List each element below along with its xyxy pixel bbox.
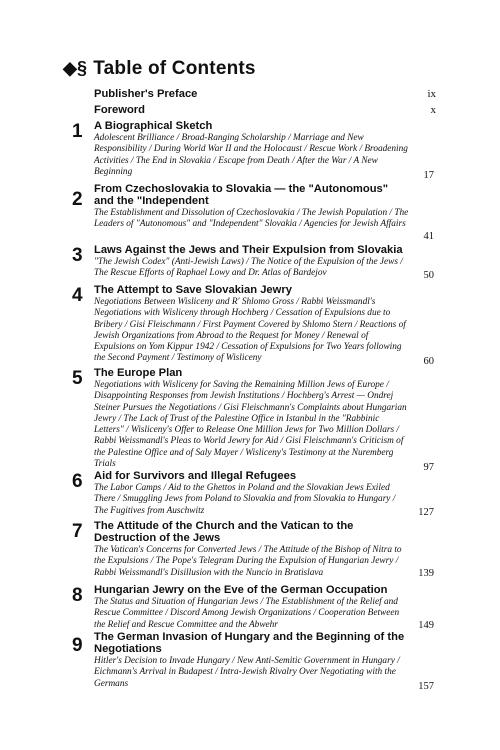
chapter-number: 3 [72,245,83,266]
page-title-text: Table of Contents [93,58,256,79]
chapter-title: The German Invasion of Hungary and the Beginning of the Negotiations [94,631,405,655]
front-matter-page: x [430,104,436,116]
section-ornament-icon: ◆§ [63,58,88,78]
chapter-page: 41 [423,231,434,242]
chapter-number: 9 [72,635,83,656]
front-matter-label: Publisher's Preface [94,88,198,100]
chapter-page: 127 [418,507,434,518]
chapter-title: The Attempt to Save Slovakian Jewry [94,284,292,296]
chapter-subtopics: Adolescent Brilliance / Broad-Ranging Scholarship / Marriage and New Responsibility / During World War II and the Holocaust / Rescue Work / Broadening Activities / The End in Slovakia / Escape from Death / After the War / A New Beginning [94,133,408,177]
chapter-title: A Biographical Sketch [94,120,213,132]
chapter-number: 7 [72,521,83,542]
front-matter-page: ix [427,88,436,100]
chapter-title: Laws Against the Jews and Their Expulsion from Slovakia [94,244,403,256]
chapter-entry[interactable] [72,244,446,280]
chapter-subtopics: The Vatican's Concerns for Converted Jews / The Attitude of the Bishop of Nitra to the Expulsions / The Pope's Telegram During the Expulsion of Hungarian Jewry / Rabbi Weissmandl's Disillusion with the Nuncio in Bratislava [94,545,402,578]
chapter-number: 4 [72,285,83,306]
front-matter-foreword[interactable] [94,104,434,116]
chapter-page: 50 [423,270,434,281]
chapter-subtopics: The Status and Situation of Hungarian Jews / The Establishment of the Relief and Rescue Committee / Discord Among Jewish Organizations / Cooperation Between the Relief and Rescue Committee and the Abwehr [94,597,400,630]
chapter-number: 5 [72,368,83,389]
chapter-number: 8 [72,585,83,606]
chapter-page: 60 [423,356,434,367]
chapter-subtopics: "The Jewish Codex" (Anti-Jewish Laws) / The Notice of the Expulsion of the Jews / The Rescue Efforts of Raphael Lowy and Dr. Atlas of Bardejov [94,257,403,279]
chapter-number: 2 [72,189,83,210]
chapter-subtopics: Hitler's Decision to Invade Hungary / New Anti-Semitic Government in Hungary / Eichmann's Arrival in Budapest / Intra-Jewish Rivalry Over Negotiating with the Germans [94,656,400,689]
chapter-number: 1 [72,121,83,142]
chapter-page: 97 [423,462,434,473]
chapter-subtopics: The Establishment and Dissolution of Czechoslovakia / The Jewish Population / The Leaders of "Autonomous" and "Independent" Slovakia / Agencies for Jewish Affairs [94,208,409,230]
chapter-title: The Attitude of the Church and the Vatican to the Destruction of the Jews [94,520,354,544]
chapter-entry[interactable] [72,183,446,241]
chapter-subtopics: The Labor Camps / Aid to the Ghettos in Poland and the Slovakian Jews Exiled There / Smuggling Jews from Poland to Slovakia and from Slovakia to Hungary / The Fugitives from Auschwitz [94,483,396,516]
chapter-page: 17 [423,170,434,181]
chapter-title: Hungarian Jewry on the Eve of the German Occupation [94,584,388,596]
chapter-title: Aid for Survivors and Illegal Refugees [94,470,297,482]
chapter-entry[interactable] [72,367,446,472]
front-matter-preface[interactable] [94,88,434,100]
chapter-page: 157 [418,681,434,692]
chapter-entry[interactable] [72,284,446,366]
chapter-number: 6 [72,471,83,492]
chapter-title: The Europe Plan [94,367,183,379]
chapter-entry[interactable] [72,470,446,517]
page-title [63,58,256,80]
chapter-entry[interactable] [72,584,446,630]
chapter-page: 139 [418,568,434,579]
chapter-title: From Czechoslovakia to Slovakia — the "Autonomous" and the "Independent [94,183,389,207]
chapter-subtopics: Negotiations Between Wisliceny and R' Shlomo Gross / Rabbi Weissmandl's Negotiations with Wisliceny through Hochberg / Cessation of Expulsions due to Bribery / Gisi Fleischmann / First Payment Covered by Shlomo Stern / Reactions of Jewish Organizations from Abroad to the Request for Money / Renewal of Expulsions on Yom Kippur 1942 / Cessation of Expulsions for Two Years following the Second Payment / Testimony of Wisliceny [94,297,406,364]
front-matter-label: Foreword [94,104,145,116]
chapter-page: 149 [418,620,434,631]
chapter-subtopics: Negotiations with Wisliceny for Saving the Remaining Million Jews of Europe / Disappointing Responses from Jewish Institutions / Hochberg's Arrest — Ondrej Steiner Pursues the Negotiations / Gisi Fleischmann's Complaints about Hungarian Jewry / The Lack of Trust of the Palestine Office in Istanbul in the "Rabbinic Letters" / Wisliceny's Offer to Release One Million Jews for Two Million Dollars / Rabbi Weissmandl's Pleas to World Jewry for Aid / Gisi Fleischmann's Criticism of the Palestine Office and of Saly Mayer / Wisliceny's Testimony at the Nuremberg Trials [94,380,407,470]
chapter-entry[interactable] [72,520,446,578]
chapter-entry[interactable] [72,120,446,180]
chapter-entry[interactable] [72,631,446,691]
